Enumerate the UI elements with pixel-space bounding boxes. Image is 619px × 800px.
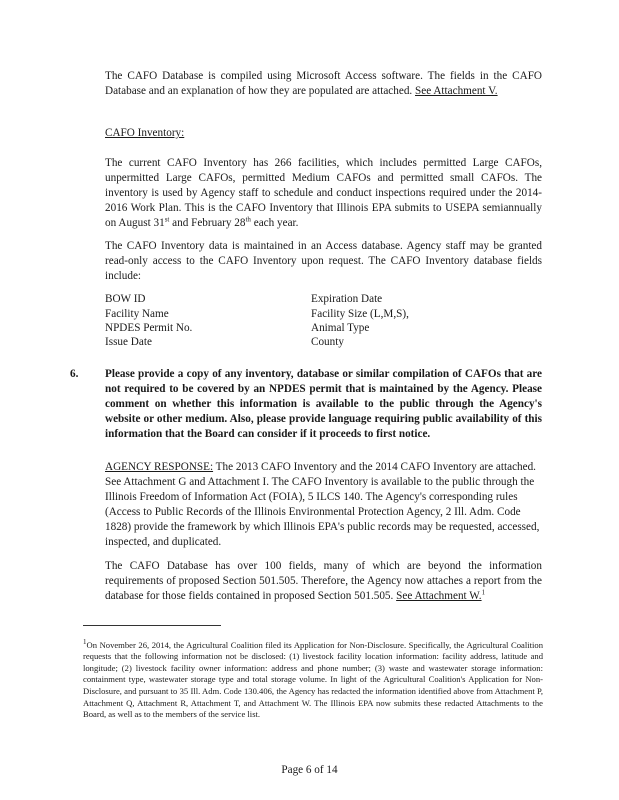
response-paragraph-2: The CAFO Database has over 100 fields, many of which are beyond the information requirements of proposed Section 501.505. Therefore, the Agency now attaches a report from the database for those fields contained in proposed Section 501.505. See Attachment W.$^1$ xyxy=(105,560,542,602)
attachment-w-link: See Attachment W. xyxy=(396,590,482,602)
footnote-divider xyxy=(83,625,221,626)
agency-response-label: AGENCY RESPONSE: xyxy=(105,461,214,473)
field-item: County xyxy=(311,336,344,348)
intro-paragraph xyxy=(105,69,542,99)
inventory-paragraph-2: The CAFO Inventory data is maintained in an Access database. Agency staff may be granted read-only access to the CAFO Inventory upon request. The CAFO Inventory database fields include: xyxy=(105,240,542,282)
field-item: Facility Size (L,M,S), xyxy=(311,308,409,320)
field-item: Facility Name xyxy=(105,308,169,320)
footnote-ref: 1 xyxy=(481,588,486,597)
field-item: Issue Date xyxy=(105,336,152,348)
attachment-v-link: See Attachment V. xyxy=(415,85,498,97)
footnote: $^1$On November 26, 2014, the Agricultural Coalition filed its Application for Non-Disclosure. Specifically, the Agricultural Coalition requests that the following information not be disclosed: (1) livestock facility location information: facility address, latitude and longitude; (2) livestock facility owner information: address and phone number; (3) waste and wastewater storage information: containment type, wastewater storage type and total storage volume. In light of the Agricultural Coalition's Application for Non-Disclosure, and pursuant to 35 Ill. Adm. Code 130.406, the Agency has redacted the information identified above from Attachment P, Attachment Q, Attachment R, Attachment T, and Attachment W. The Illinois EPA now submits these redacted Attachments to the Board, as well as to the members of the service list. xyxy=(83,637,543,720)
question-number: 6. xyxy=(70,368,79,380)
field-item: NPDES Permit No. xyxy=(105,322,193,334)
response-paragraph-1: AGENCY RESPONSE: The 2013 CAFO Inventory and the 2014 CAFO Inventory are attached. See Attachment G and Attachment I. The CAFO Inventory is available to the public through the Illinois Freedom of Information Act (FOIA), 5 ILCS 140. The Agency's corresponding rules (Access to Public Records of the Illinois Environmental Protection Agency, 2 Ill. Adm. Code 1828) provide the framework by which Illinois EPA's public records may be requested, accessed, inspected, and duplicated. xyxy=(105,461,540,548)
footnote-marker: 1 xyxy=(83,637,87,646)
field-item: Expiration Date xyxy=(311,293,383,305)
page-number: Page 6 of 14 xyxy=(281,764,338,776)
field-item: BOW ID xyxy=(105,293,146,305)
field-item: Animal Type xyxy=(311,322,370,334)
question-text: Please provide a copy of any inventory, database or similar compilation of CAFOs that are not required to be covered by an NPDES permit that is maintained by the Agency. Please comment on whether this information is available to the public through the Agency's website or other medium. Also, please provide language requiring public availability of this information that the Board can consider if it proceeds to first notice. xyxy=(105,368,542,440)
inventory-heading: CAFO Inventory: xyxy=(105,127,185,139)
intro-text: The CAFO Database is compiled using Microsoft Access software. The fields in the CAFO Database and an explanation of how they are populated are attached. xyxy=(105,70,542,97)
inventory-paragraph-1: The current CAFO Inventory has 266 facilities, which includes permitted Large CAFOs, unpermitted Large CAFOs, permitted Medium CAFOs and permitted small CAFOs. The inventory is used by Agency staff to schedule and conduct inspections required under the 2014-2016 Work Plan. This is the CAFO Inventory that Illinois EPA submits to USEPA semiannually on August 31st and February 28th each year. xyxy=(105,157,542,229)
